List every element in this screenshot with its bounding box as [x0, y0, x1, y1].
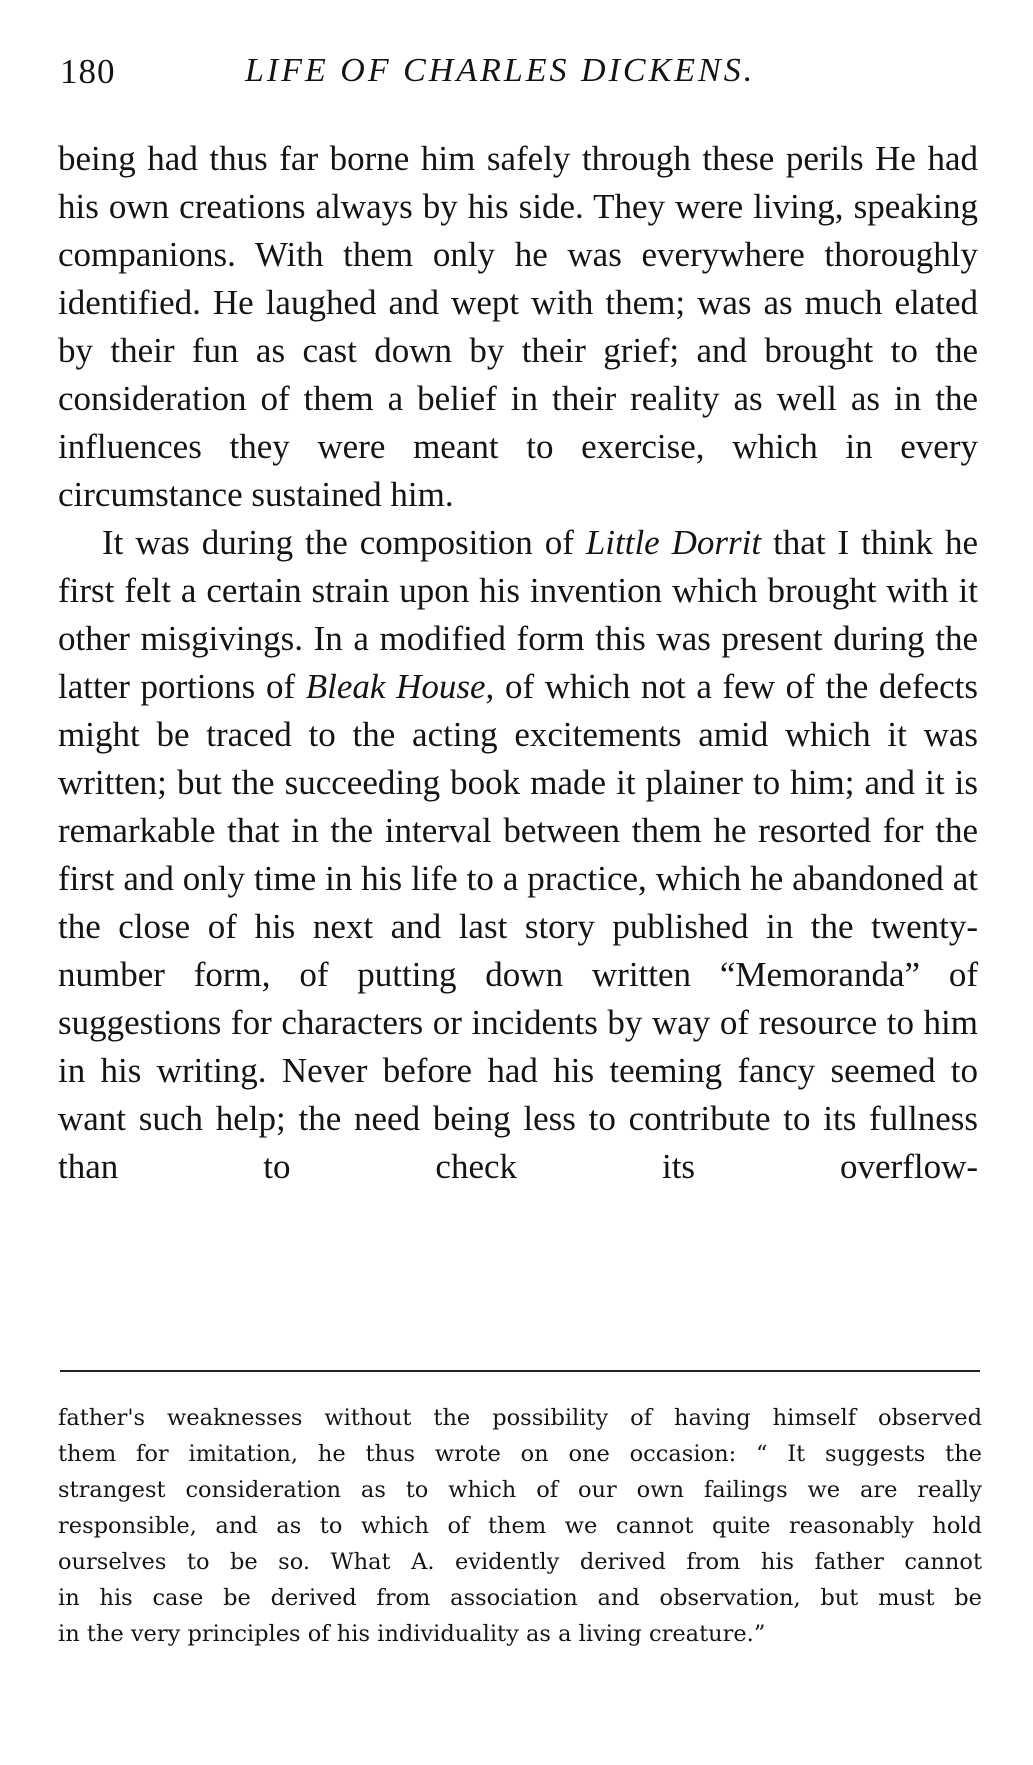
book-title-little-dorrit: Little Dorrit [585, 523, 762, 562]
paragraph-2 [58, 519, 978, 1191]
page-header [60, 52, 980, 102]
footnote-line: in his case be derived from association and observation, but must be [58, 1585, 982, 1611]
footnote [58, 1400, 982, 1652]
paragraph-2-text-c: of which not a few of the defects might be traced to the acting excitements amid which it was written; but the succeeding book made it plainer to him; and it is remarkable that in the interval between them he resorted for the first and only time in his life to a practice, which he abandoned at the close of his next and last story published in the twenty-number form, of putting down written “Memoranda” of suggestions for characters or incidents by way of resource to him in his writing. Never before had his teeming fancy seemed to want such help; the need being less to contribute to its fullness than to check its overflow- [58, 667, 978, 1186]
page-number: 180 [60, 52, 116, 91]
footnote-line: strangest consideration as to which of our own failings we are really [58, 1477, 982, 1503]
paragraph-2-text-b: that I think he first felt a certain strain upon his invention which brought with it other misgivings. In a modified form this was present during the latter portions of [58, 523, 979, 706]
footnote-divider [60, 1370, 980, 1372]
footnote-line: them for imitation, he thus wrote on one occasion: “ It suggests the [58, 1441, 982, 1467]
footnote-line: ourselves to be so. What A. evidently derived from his father cannot [58, 1549, 982, 1575]
book-title-bleak-house: Bleak House, [305, 667, 495, 706]
running-title: LIFE OF CHARLES DICKENS. [245, 52, 756, 89]
footnote-line: responsible, and as to which of them we cannot quite reasonably hold [58, 1513, 982, 1539]
paragraph-1: being had thus far borne him safely through these perils He had his own creations always by his side. They were living, speaking companions. With them only he was everywhere thoroughly identified. He laughed and wept with them; was as much elated by their fun as cast down by their grief; and brought to the consideration of them a belief in their reality as well as in the influences they were meant to exercise, which in every circumstance sustained him. [58, 139, 978, 514]
paragraph-2-text-a: It was during the composition of [102, 523, 586, 562]
main-text [58, 135, 978, 1191]
footnote-line: in the very principles of his individuality as a living creature.” [58, 1621, 766, 1647]
footnote-line: father's weaknesses without the possibility of having himself observed [58, 1405, 982, 1431]
